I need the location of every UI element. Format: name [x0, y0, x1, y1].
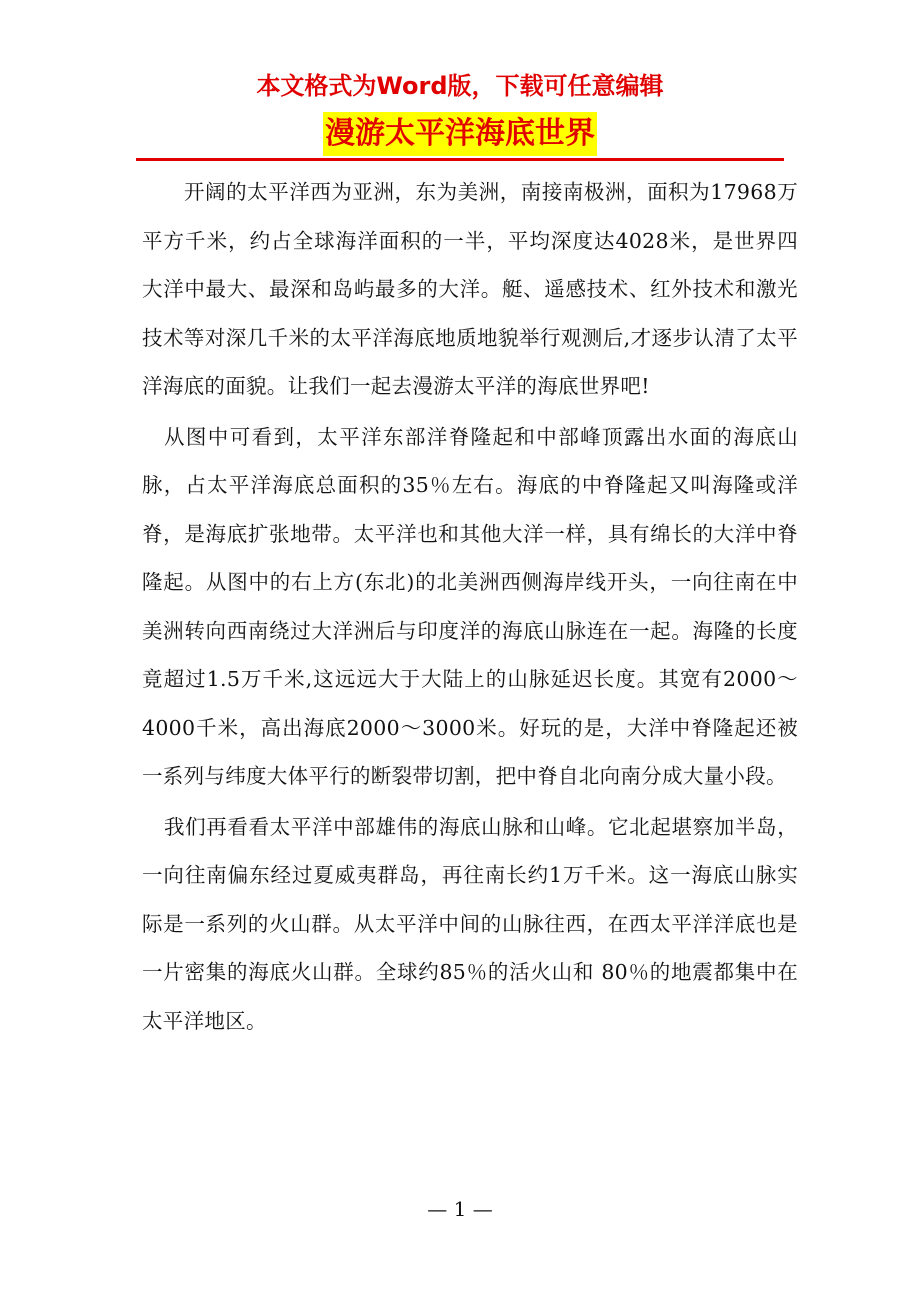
paragraph-2: 从图中可看到，太平洋东部洋脊隆起和中部峰顶露出水面的海底山脉，占太平洋海底总面积的35％左右。海底的中脊隆起又叫海隆或洋脊，是海底扩张地带。太平洋也和其他大洋一样，具有绵长的大洋中脊隆起。从图中的右上方(东北)的北美洲西侧海岸线开头，一向往南在中美洲转向西南绕过大洋洲后与印度洋的海底山脉连在一起。海隆的长度竟超过1.5万千米,这远远大于大陆上的山脉延迟长度。其宽有2000～4000千米，高出海底2000～3000米。好玩的是，大洋中脊隆起还被一系列与纬度大体平行的断裂带切割，把中脊自北向南分成大量小段。: [142, 424, 798, 788]
document-body: [142, 168, 798, 1045]
paragraph-1: 开阔的太平洋西为亚洲，东为美洲，南接南极洲，面积为17968万平方千米，约占全球海洋面积的一半，平均深度达4028米，是世界四大洋中最大、最深和岛屿最多的大洋。艇、遥感技术、红外技术和激光技术等对深几千米的太平洋海底地质地貌举行观测后,才逐步认清了太平洋海底的面貌。让我们一起去漫游太平洋的海底世界吧!: [142, 180, 798, 398]
title-container: [0, 112, 920, 156]
page-number: — 1 —: [427, 1197, 493, 1221]
document-title: 漫游太平洋海底世界: [323, 112, 597, 156]
title-divider: [136, 158, 784, 161]
format-notice: 本文格式为Word版，下载可任意编辑: [256, 72, 664, 100]
paragraph-3: 我们再看看太平洋中部雄伟的海底山脉和山峰。它北起堪察加半岛，一向往南偏东经过夏威夷群岛，再往南长约1万千米。这一海底山脉实际是一系列的火山群。从太平洋中间的山脉往西，在西太平洋洋底也是一片密集的海底火山群。全球约85％的活火山和 80％的地震都集中在太平洋地区。: [142, 814, 798, 1033]
